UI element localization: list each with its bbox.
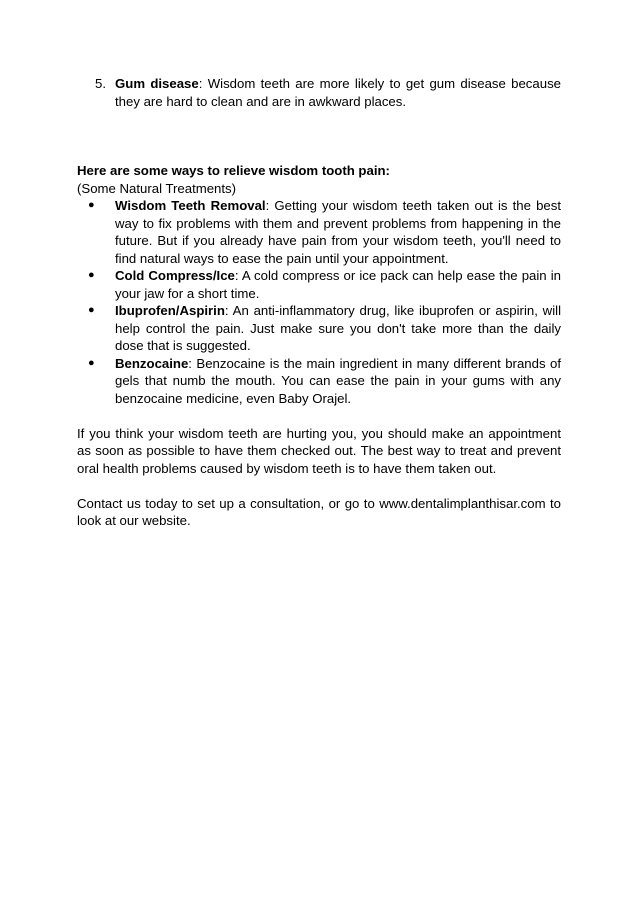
list-item-title: Ibuprofen/Aspirin	[115, 303, 225, 318]
list-item-text: : Benzocaine is the main ingredient in many different brands of gels that numb the mouth. You can ease the pain in your gums with any benzocaine medicine, even Baby Orajel.	[115, 355, 561, 406]
list-item	[88, 302, 561, 355]
list-item	[88, 355, 561, 408]
section-heading: Here are some ways to relieve wisdom tooth pain:	[77, 163, 390, 178]
list-item-text: : Getting your wisdom teeth taken out is the best way to fix problems with them and prevent problems from happening in the future. But if you already have pain from your wisdom teeth, you'll need to find natural ways to ease the pain until your appointment.	[115, 198, 561, 266]
bullet-icon: ●	[88, 356, 95, 369]
list-item-body	[115, 75, 561, 110]
numbered-list-item	[95, 75, 561, 110]
list-item-text: : Wisdom teeth are more likely to get gum disease because they are hard to clean and are in awkward places.	[115, 76, 561, 109]
section-subheading: (Some Natural Treatments)	[77, 180, 237, 196]
contact-paragraph: Contact us today to set up a consultation, or go to www.dentalimplanthisar.com to look at our website.	[77, 495, 561, 528]
list-item	[88, 197, 561, 267]
list-item-title: Benzocaine	[115, 355, 189, 371]
list-item-text: : A cold compress or ice pack can help ease the pain in your jaw for a short time.	[115, 268, 561, 301]
list-item-body	[115, 302, 561, 355]
list-item-body	[115, 197, 561, 267]
body-paragraph: If you think your wisdom teeth are hurting you, you should make an appointment as soon as possible to have them checked out. The best way to treat and prevent oral health problems caused by wisdom teeth is to have them taken out.	[77, 425, 561, 476]
list-item-title: Gum disease	[115, 76, 199, 91]
list-item-title: Wisdom Teeth Removal	[115, 198, 266, 213]
list-item	[88, 267, 561, 302]
treatment-list	[77, 197, 561, 407]
list-item-text: : An anti-inflammatory drug, like ibuprofen or aspirin, will help control the pain. Just make sure you don't take more than the daily dose that is suggested.	[115, 303, 561, 353]
list-item-body	[115, 267, 561, 302]
bullet-icon: ●	[88, 304, 95, 316]
bullet-icon: ●	[88, 269, 95, 281]
list-item-title: Cold Compress/Ice	[115, 268, 235, 283]
list-number: 5.	[95, 76, 106, 91]
bullet-icon: ●	[88, 199, 95, 211]
document-page	[77, 75, 561, 530]
list-item-body	[115, 355, 561, 408]
